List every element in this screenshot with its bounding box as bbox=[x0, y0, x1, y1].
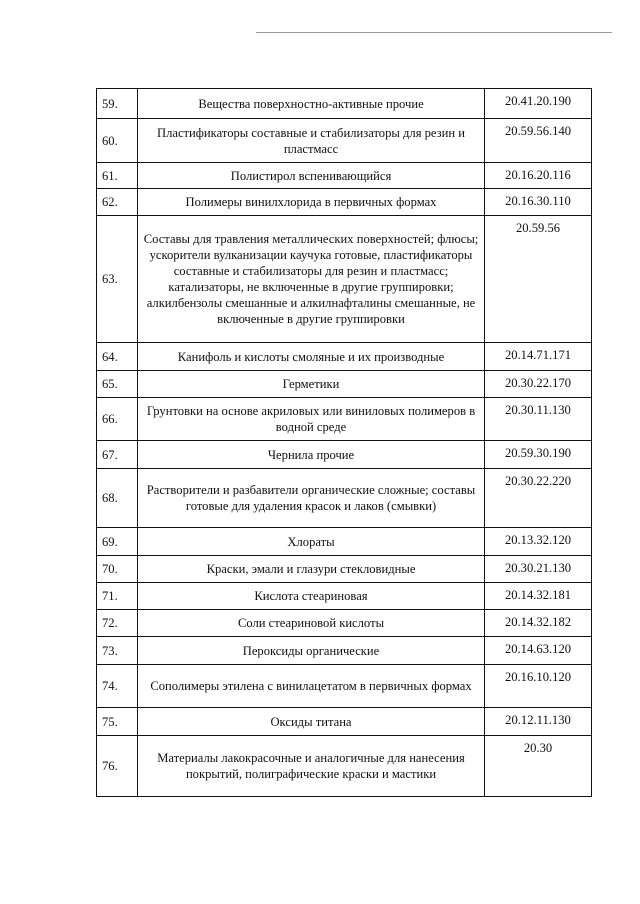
row-number: 66. bbox=[97, 398, 138, 441]
row-description: Грунтовки на основе акриловых или виниловых полимеров в водной среде bbox=[138, 398, 485, 441]
table-row bbox=[97, 665, 592, 708]
table-row bbox=[97, 528, 592, 556]
row-number: 73. bbox=[97, 637, 138, 665]
row-description: Оксиды титана bbox=[138, 708, 485, 736]
table-row bbox=[97, 556, 592, 583]
table-row bbox=[97, 736, 592, 797]
row-code: 20.16.10.120 bbox=[485, 665, 592, 708]
row-code: 20.14.32.182 bbox=[485, 610, 592, 637]
codes-table bbox=[96, 88, 592, 797]
row-description: Материалы лакокрасочные и аналогичные для нанесения покрытий, полиграфические краски и мастики bbox=[138, 736, 485, 797]
row-description: Соли стеариновой кислоты bbox=[138, 610, 485, 637]
row-number: 72. bbox=[97, 610, 138, 637]
row-code: 20.59.30.190 bbox=[485, 441, 592, 469]
table-row bbox=[97, 469, 592, 528]
table-row bbox=[97, 89, 592, 119]
row-number: 65. bbox=[97, 371, 138, 398]
row-code: 20.12.11.130 bbox=[485, 708, 592, 736]
table-row bbox=[97, 343, 592, 371]
row-code: 20.30.11.130 bbox=[485, 398, 592, 441]
table-row bbox=[97, 189, 592, 216]
row-number: 63. bbox=[97, 216, 138, 343]
row-code: 20.59.56 bbox=[485, 216, 592, 343]
row-description: Кислота стеариновая bbox=[138, 583, 485, 610]
row-description: Составы для травления металлических поверхностей; флюсы; ускорители вулканизации каучука готовые, пластификаторы составные и стабилизаторы для резин и пластмасс; катализаторы, не включенные в другие группировки; алкилбензолы смешанные и алкилнафталины смешанные, не включенные в другие группировки bbox=[138, 216, 485, 343]
table-row bbox=[97, 441, 592, 469]
row-description: Полимеры винилхлорида в первичных формах bbox=[138, 189, 485, 216]
row-description: Растворители и разбавители органические сложные; составы готовые для удаления красок и лаков (смывки) bbox=[138, 469, 485, 528]
row-number: 75. bbox=[97, 708, 138, 736]
row-number: 69. bbox=[97, 528, 138, 556]
table-row bbox=[97, 371, 592, 398]
row-description: Пластификаторы составные и стабилизаторы для резин и пластмасс bbox=[138, 119, 485, 163]
table-row bbox=[97, 119, 592, 163]
row-code: 20.30.22.220 bbox=[485, 469, 592, 528]
row-number: 70. bbox=[97, 556, 138, 583]
row-code: 20.41.20.190 bbox=[485, 89, 592, 119]
table-row bbox=[97, 610, 592, 637]
row-number: 76. bbox=[97, 736, 138, 797]
row-code: 20.30.21.130 bbox=[485, 556, 592, 583]
table-row bbox=[97, 398, 592, 441]
row-code: 20.16.30.110 bbox=[485, 189, 592, 216]
row-description: Герметики bbox=[138, 371, 485, 398]
row-code: 20.30 bbox=[485, 736, 592, 797]
row-number: 59. bbox=[97, 89, 138, 119]
row-description: Пероксиды органические bbox=[138, 637, 485, 665]
row-description: Сополимеры этилена с винилацетатом в первичных формах bbox=[138, 665, 485, 708]
table-row bbox=[97, 708, 592, 736]
row-description: Полистирол вспенивающийся bbox=[138, 163, 485, 189]
row-description: Канифоль и кислоты смоляные и их производные bbox=[138, 343, 485, 371]
row-code: 20.14.63.120 bbox=[485, 637, 592, 665]
table-row bbox=[97, 583, 592, 610]
row-description: Чернила прочие bbox=[138, 441, 485, 469]
row-number: 62. bbox=[97, 189, 138, 216]
table-row bbox=[97, 163, 592, 189]
top-rule bbox=[256, 32, 612, 33]
table-row bbox=[97, 637, 592, 665]
row-description: Краски, эмали и глазури стекловидные bbox=[138, 556, 485, 583]
row-description: Хлораты bbox=[138, 528, 485, 556]
row-number: 61. bbox=[97, 163, 138, 189]
row-number: 68. bbox=[97, 469, 138, 528]
row-number: 64. bbox=[97, 343, 138, 371]
row-code: 20.16.20.116 bbox=[485, 163, 592, 189]
row-code: 20.13.32.120 bbox=[485, 528, 592, 556]
row-number: 60. bbox=[97, 119, 138, 163]
row-number: 74. bbox=[97, 665, 138, 708]
row-code: 20.59.56.140 bbox=[485, 119, 592, 163]
row-description: Вещества поверхностно-активные прочие bbox=[138, 89, 485, 119]
row-code: 20.14.32.181 bbox=[485, 583, 592, 610]
row-code: 20.14.71.171 bbox=[485, 343, 592, 371]
row-code: 20.30.22.170 bbox=[485, 371, 592, 398]
row-number: 67. bbox=[97, 441, 138, 469]
row-number: 71. bbox=[97, 583, 138, 610]
table-row bbox=[97, 216, 592, 343]
